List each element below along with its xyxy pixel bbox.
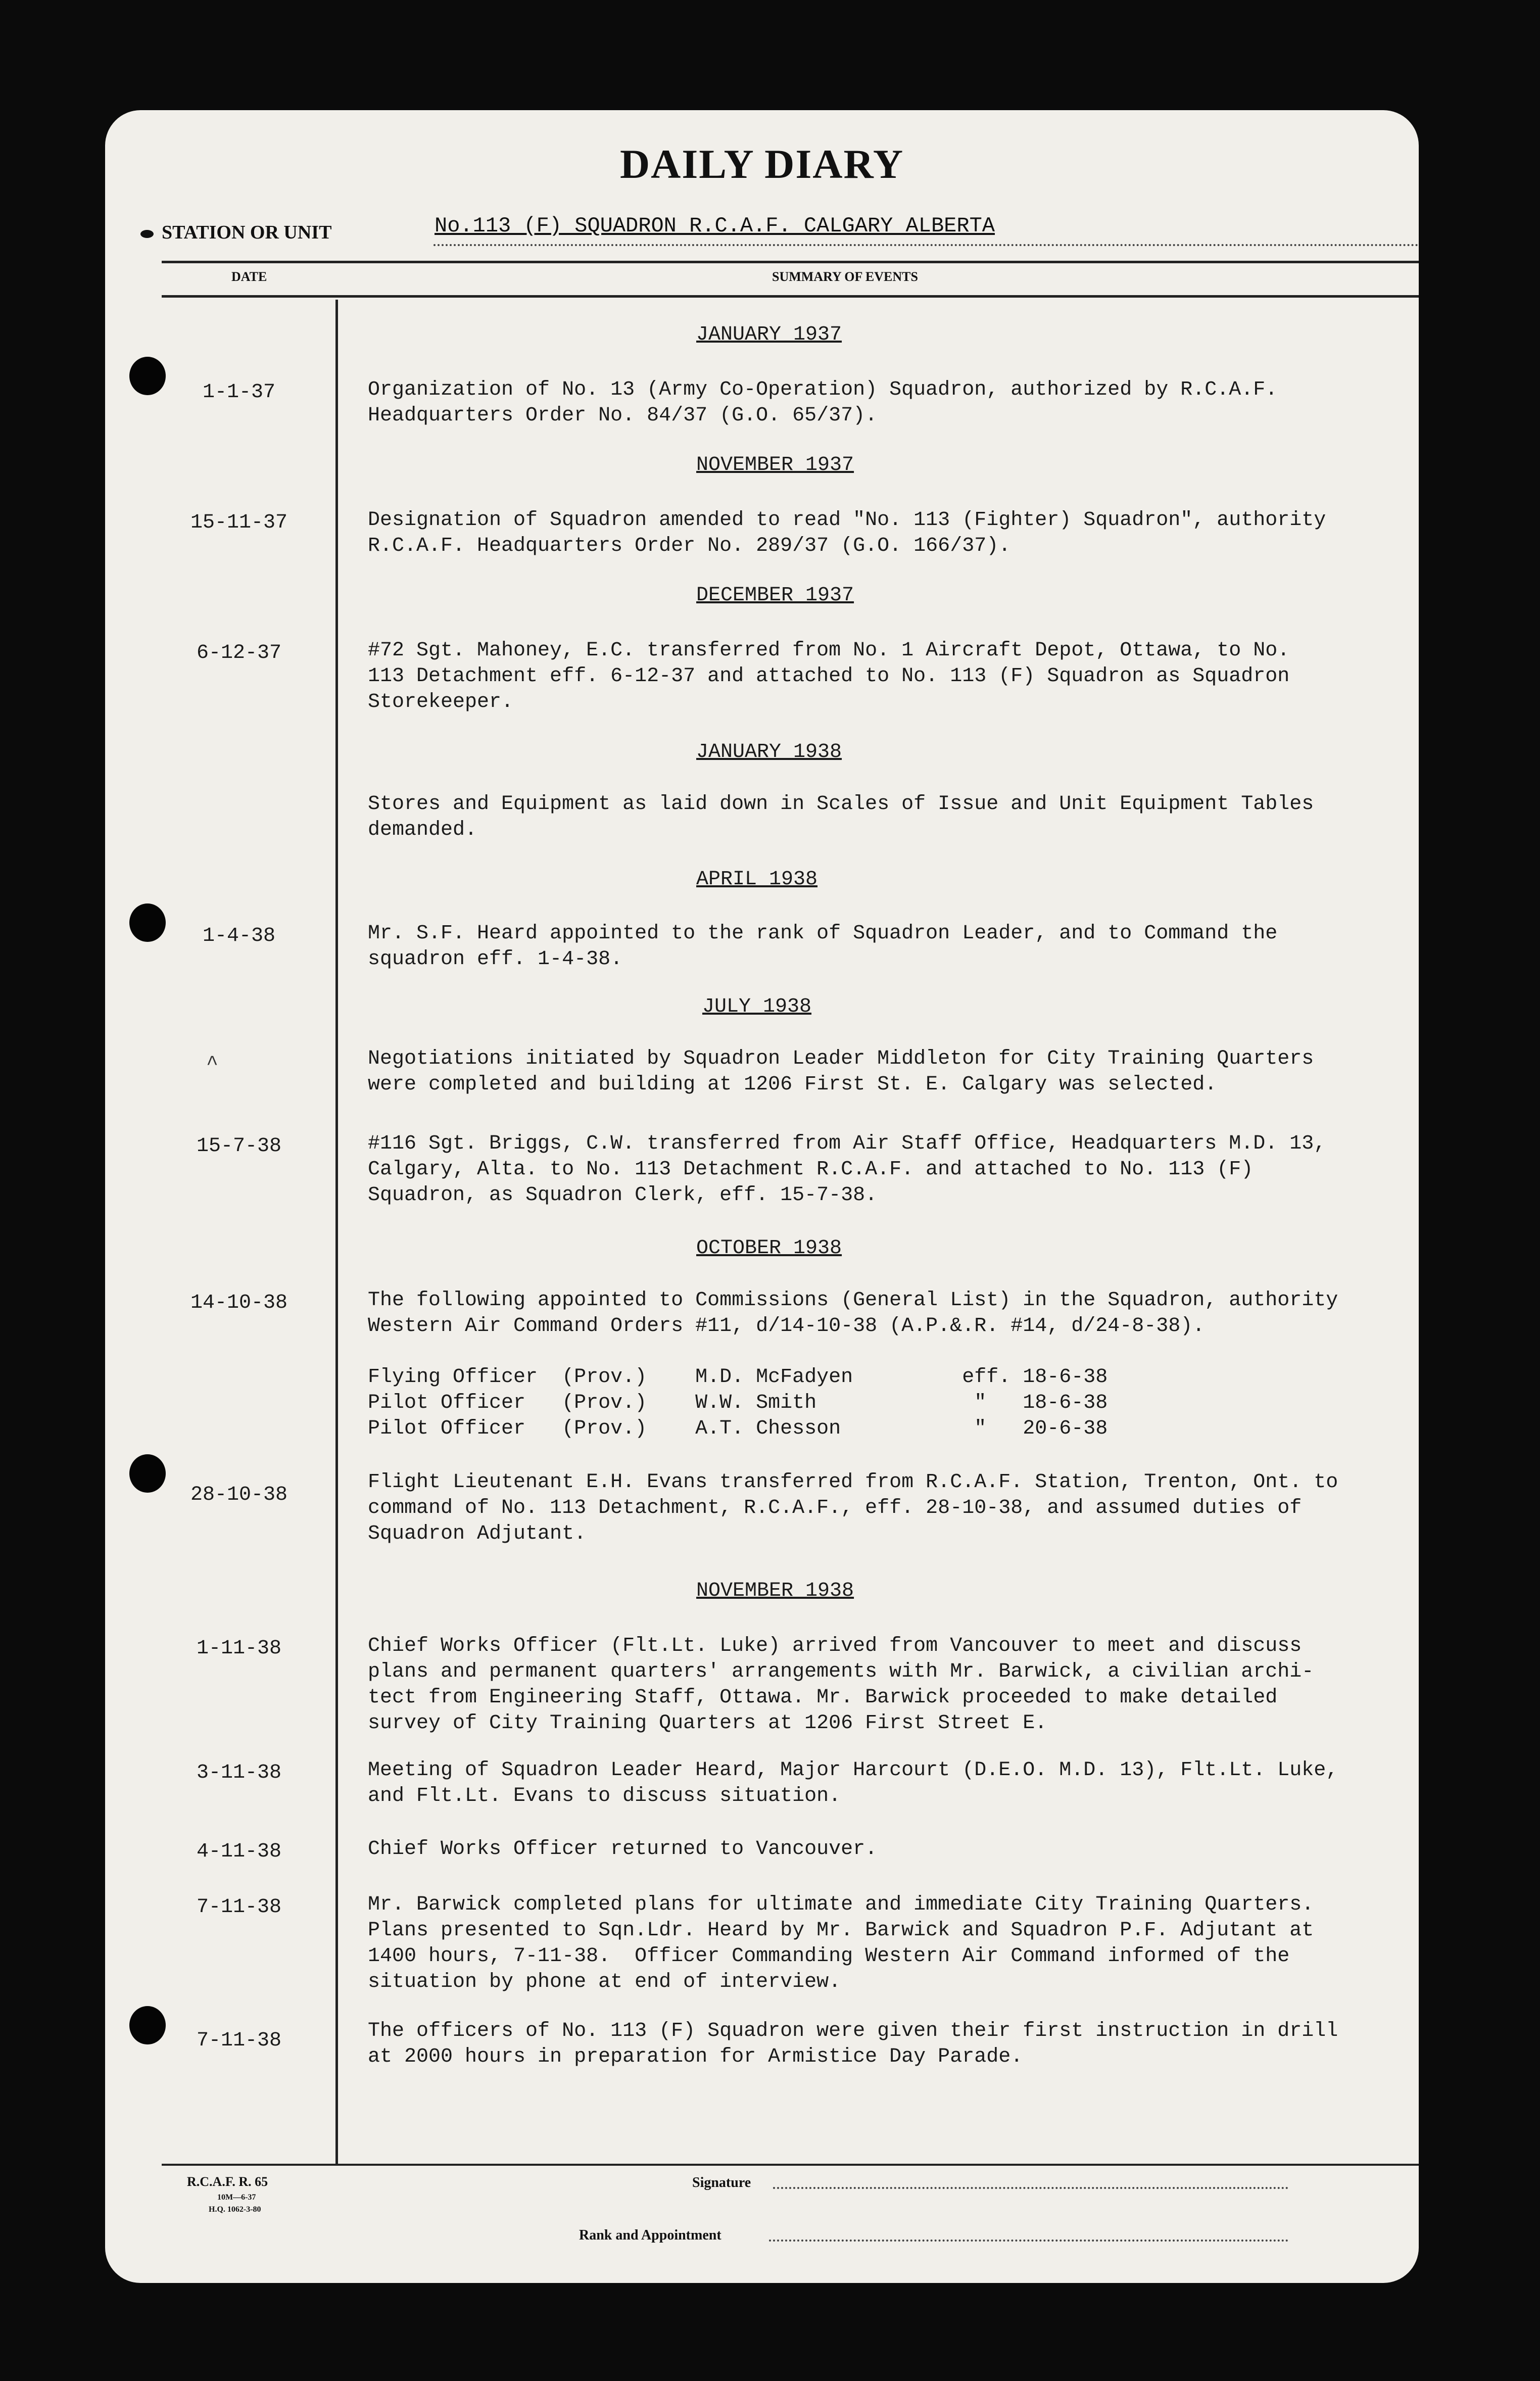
entry-text: Meeting of Squadron Leader Heard, Major Harcourt (D.E.O. M.D. 13), Flt.Lt. Luke, and Flt.Lt. Evans to discuss situation. xyxy=(368,1759,1338,1807)
caret-mark: ^ xyxy=(206,1053,219,1076)
header-top-rule xyxy=(162,261,1419,263)
form-code: H.Q. 1062-3-80 xyxy=(209,2205,261,2214)
month-heading: JANUARY 1938 xyxy=(696,741,842,764)
entry-date: 1-4-38 xyxy=(202,925,276,947)
date-column-header: DATE xyxy=(231,269,267,284)
station-label: STATION OR UNIT xyxy=(162,222,332,243)
entry-text: Negotiations initiated by Squadron Leader Middleton for City Training Quarters were completed and building at 1206 First St. E. Calgary was selected. xyxy=(368,1047,1314,1096)
entry-date: 14-10-38 xyxy=(190,1292,288,1314)
entry-date: 7-11-38 xyxy=(196,1896,282,1919)
entry-text: Organization of No. 13 (Army Co-Operation) Squadron, authorized by R.C.A.F. Headquarters Order No. 84/37 (G.O. 65/37). xyxy=(368,378,1278,427)
entry-text: Mr. S.F. Heard appointed to the rank of Squadron Leader, and to Command the squadron eff. 1-4-38. xyxy=(368,922,1278,971)
month-heading: DECEMBER 1937 xyxy=(696,584,854,607)
month-heading: JANUARY 1937 xyxy=(696,323,842,346)
entry-text: #72 Sgt. Mahoney, E.C. transferred from No. 1 Aircraft Depot, Ottawa, to No. 113 Detachment eff. 6-12-37 and attached to No. 113 (F) Squadron as Squadron Storekeeper. xyxy=(368,639,1290,713)
entry-text: Mr. Barwick completed plans for ultimate and immediate City Training Quarters. Plans presented to Sqn.Ldr. Heard by Mr. Barwick and Squadron P.F. Adjutant at 1400 hours, 7-11-38. Officer Commanding Western Air Command informed of the situation by phone at end of interview. xyxy=(368,1893,1314,1993)
form-number: R.C.A.F. R. 65 xyxy=(187,2174,268,2189)
entry-text: Designation of Squadron amended to read "No. 113 (Fighter) Squadron", authority R.C.A.F. Headquarters Order No. 289/37 (G.O. 166/37). xyxy=(368,509,1326,557)
punch-hole xyxy=(129,1454,166,1493)
station-dotted-line xyxy=(434,244,1419,246)
entry-date: 4-11-38 xyxy=(196,1840,282,1863)
month-heading: NOVEMBER 1938 xyxy=(696,1580,854,1602)
appointments-list: Flying Officer (Prov.) M.D. McFadyen eff. 18-6-38 Pilot Officer (Prov.) W.W. Smith " 18-6-38 Pilot Officer (Prov.) A.T. Chesson " 20-6-38 xyxy=(368,1366,1108,1440)
entry-date: 3-11-38 xyxy=(196,1761,282,1784)
form-code: 10M—6-37 xyxy=(217,2193,256,2202)
entry-text: Flight Lieutenant E.H. Evans transferred from R.C.A.F. Station, Trenton, Ont. to command of No. 113 Detachment, R.C.A.F., eff. 28-10-38, and assumed duties of Squadron Adjutant. xyxy=(368,1471,1338,1545)
entry-text: Chief Works Officer returned to Vancouver. xyxy=(368,1838,878,1861)
entry-text: Chief Works Officer (Flt.Lt. Luke) arrived from Vancouver to meet and discuss plans and permanent quarters' arrangements with Mr. Barwick, a civilian archi- tect from Engineering Staff, Ottawa. Mr. Barwick proceeded to make detailed survey of City Training Quarters at 1206 First Street E. xyxy=(368,1635,1314,1735)
punch-hole xyxy=(129,357,166,395)
month-heading: APRIL 1938 xyxy=(696,868,818,891)
entry-date: 28-10-38 xyxy=(190,1484,288,1506)
entry-text: Stores and Equipment as laid down in Scales of Issue and Unit Equipment Tables demanded. xyxy=(368,793,1314,841)
entry-text: #116 Sgt. Briggs, C.W. transferred from Air Staff Office, Headquarters M.D. 13, Calgary, Alta. to No. 113 Detachment R.C.A.F. and attached to No. 113 (F) Squadron, as Squadron Clerk, eff. 15-7-38. xyxy=(368,1132,1326,1207)
entry-text: The officers of No. 113 (F) Squadron were given their first instruction in drill at 2000 hours in preparation for Armistice Day Parade. xyxy=(368,2020,1338,2068)
entry-date: 15-7-38 xyxy=(196,1135,282,1158)
entry-date: 1-11-38 xyxy=(196,1637,282,1660)
punch-hole xyxy=(129,2006,166,2044)
station-value: No.113 (F) SQUADRON R.C.A.F. CALGARY ALBERTA xyxy=(435,214,995,238)
signature-label: Signature xyxy=(692,2175,751,2190)
rank-line[interactable] xyxy=(769,2240,1288,2242)
footer-rule xyxy=(162,2164,1419,2166)
entry-date: 15-11-37 xyxy=(190,511,288,534)
month-heading: OCTOBER 1938 xyxy=(696,1237,842,1260)
column-divider xyxy=(335,300,338,2164)
signature-line[interactable] xyxy=(773,2187,1288,2189)
summary-column-header: SUMMARY OF EVENTS xyxy=(772,269,918,284)
page-title: DAILY DIARY xyxy=(619,141,904,187)
punch-hole xyxy=(129,903,166,942)
entry-date: 7-11-38 xyxy=(196,2029,282,2052)
rank-label: Rank and Appointment xyxy=(579,2227,721,2243)
diary-page xyxy=(105,110,1419,2283)
header-bottom-rule xyxy=(162,295,1419,298)
entry-date: 1-1-37 xyxy=(202,381,276,404)
entry-date: 6-12-37 xyxy=(196,642,282,664)
bullet-mark xyxy=(140,230,154,238)
entry-text: The following appointed to Commissions (General List) in the Squadron, authority Western Air Command Orders #11, d/14-10-38 (A.P.&.R. #14, d/24-8-38). xyxy=(368,1289,1338,1338)
month-heading: NOVEMBER 1937 xyxy=(696,454,854,477)
month-heading: JULY 1938 xyxy=(702,995,812,1018)
